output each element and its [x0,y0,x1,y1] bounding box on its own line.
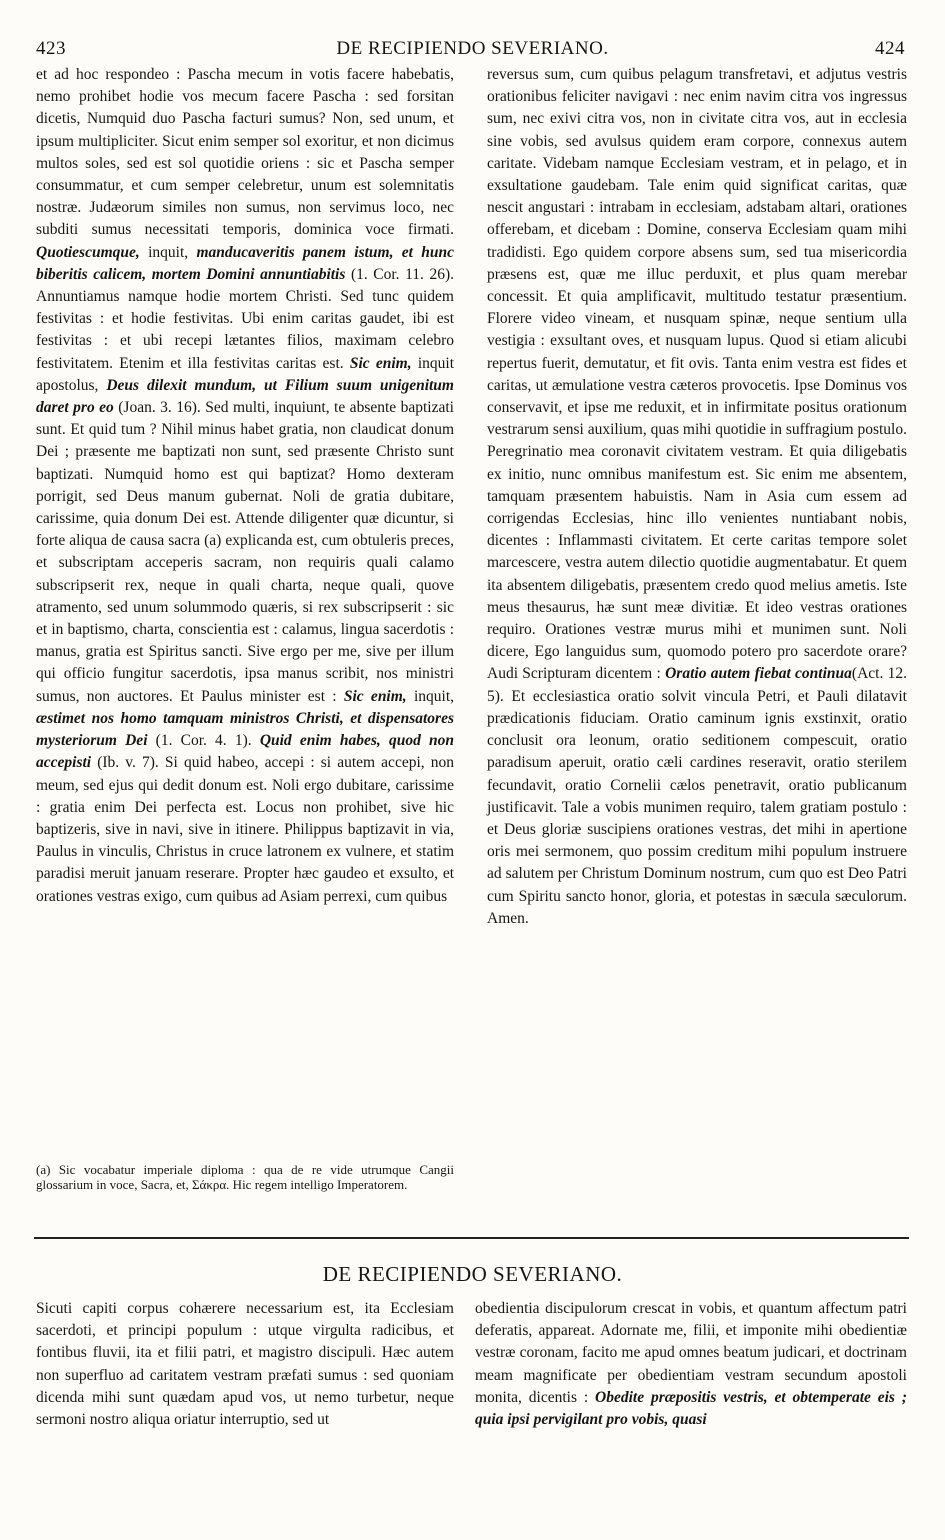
italic-run: æstimet nos homo tamquam ministros Christi, et dispensatores mysteriorum Dei [36,709,454,750]
section-title: DE RECIPIENDO SEVERIANO. [322,1262,623,1286]
top-left-column [36,64,454,908]
text-block [487,64,907,930]
text-run: (Act. 12. 5). Et ecclesiastica oratio solvit vincula Petri, et Pauli dilatavit prædicationis fiduciam. Oratio caminum ignis exstinxit, oratio conclusit ora leonum, oratio seditionem compescuit, oratio paradisum aperuit, oratio cæli cardines reseravit, oratio sterilem fecundavit, oratio Cornelii cælos penetravit, oratio publicanum justificavit. Tale a vobis munimen requiro, talem gratiam postulo : et Deus gloriæ suscipiens orationes vestras, det mihi in apertione oris mei sermonem, quo possim creditum mihi populum instruere ad salutem per Christum Dominum nostrum, cum quo est Deo Patri cum Spiritu sancto honor, gloria, et potestas in sæcula sæculorum. Amen. [487,665,907,927]
text-block [36,64,454,908]
text-run: et ad hoc respondeo : Pascha mecum in votis facere habebatis, nemo prohibet hodie vos mecum facere Pascha : sed forsitan dicetis, Numquid duo Pascha facturi sumus? Non, sed unum, et ipsum multipliciter. Sicut enim semper sol exoritur, et non dicimus multos soles, sed est sol quotidie oriens : sic et Pascha semper consummatur, et cum semper celebretur, unum est solemnitatis nostræ. Judæorum similes non sumus, non servimus loco, nec subditi sumus necessitati temporis, dominica voce firmati. [36,66,454,239]
italic-run: Sic enim, [343,687,407,705]
bottom-right-column [475,1298,907,1431]
text-run: (Ib. v. 7). Si quid habeo, accepi : si autem accepi, non meum, sed ejus qui dedit donum est. Noli ergo dubitare, carissime : gratia enim Dei perfecta est. Locus non prohibet, sive hic baptizeris, sive in navi, sive in itinere. Philippus baptizavit in via, Paulus in vinculis, Christus in cruce latronem ex vulnere, et statim paradisi meruit januam reserare. Propter hæc gaudeo et exsulto, et orationes vestras exigo, cum quibus ad Asiam perrexi, cum quibus [36,754,454,905]
text-run: (1. Cor. 4. 1). [147,732,260,750]
top-right-column [487,64,907,930]
bottom-left-column [36,1298,454,1431]
italic-run: Oratio autem fiebat continua [665,665,852,683]
footnote: (a) Sic vocabatur imperiale diploma : qua de re vide utrumque Cangii glossarium in voce, Sacra, et, Σάκρα. Hic regem intelligo Imperatorem. [36,1162,454,1192]
text-run: Sicuti capiti corpus cohærere necessarium est, ita Ecclesiam sacerdoti, et principi populum : utque virgulta radicibus, et fontibus fluvii, ita et filii patri, et magistro discipuli. Hæc autem non superfluo ad caritatem vestram præfati sumus : sed quoniam dicenda mihi sunt quædam apud vos, ut nemo turbetur, neque sermoni nostro aliqua oriatur interruptio, sed ut [36,1300,454,1429]
italic-run: manducaveritis panem istum, et hunc biberitis calicem, mortem Domini annuntiabitis [36,243,454,283]
page-number-right: 424 [875,38,905,59]
text-run: (Joan. 3. 16). Sed multi, inquiunt, te absente baptizati sunt. Et quid tum ? Nihil minus habet gratia, non claudicat donum Dei ; præsente me baptizati non sunt, sed præsente Christo sunt baptizati. Numquid homo est qui baptizat? Homo dexteram porrigit, sed Deus manum gubernat. Noli de gratia dubitare, carissime, quia donum Dei est. Attende diligenter quæ dicuntur, si forte aliqua de causa sacra (a) explicanda est, cum obtuleris preces, et subscriptam acceperis sacram, non requiris quali calamo subscripserit rex, neque in quali charta, neque quali, quove atramento, sed unum solummodo quæris, si rex subscripserit : sic et in baptismo, charta, conscientia est : calamus, lingua sacerdotis : manus, gratia est Spiritus sancti. Sive ergo per me, sive per illum qui officio fungitur sacerdotis, ipsa manus scribit, nos ministri sumus, non auctores. Et Paulus minister est : [36,399,454,705]
italic-run: Obedite præpositis vestris, et obtemperate eis ; quia ipsi pervigilant pro vobis, quasi [475,1388,907,1429]
text-block [36,1298,454,1431]
text-run: inquit, [139,243,197,261]
text-block [475,1298,907,1431]
italic-run: Deus dilexit mundum, ut Filium suum unigenitum daret pro eo [36,376,454,417]
italic-run: Sic enim, [349,354,412,372]
text-run: (1. Cor. 11. 26). Annuntiamus namque hodie mortem Christi. Sed tunc quidem festivitas : et hodie festivitas. Ubi enim caritas gaudet, ibi est festivitas : et ubi recepi lætantes filios, maximam celebro festivitatem. Etenim et illa festivitas caritas est. [36,265,454,372]
running-title: DE RECIPIENDO SEVERIANO. [336,38,609,59]
text-run: inquit, [406,687,455,705]
text-run: reversus sum, cum quibus pelagum transfretavi, et adjutus vestris orationibus feliciter navigavi : nec enim navim citra vos ingressus sum, nec exivi citra vos, non in civitate citra vos, aut in ecclesia sine vobis, sed avulsus quidem eram corpore, connexus autem caritate. Videbam namque Ecclesiam vestram, et in pelago, et in exsultatione gaudebam. Tale enim quid significat caritas, quæ nescit angustari : intrabam in ecclesiam, adstabam altari, orationes offerebam, et dicebam : Domine, conserva Ecclesiam quam mihi tradidisti. Ego quidem corpore absens sum, sed tua misericordia præsens est, quæ me illuc perduxit, et plus quam merebar concessit. Et quia amplificavit, multitudo testatur præsentium. Florere video vineam, et nusquam spinæ, neque sentium ulla vestigia : exsultant oves, et nusquam lupus. Quod si etiam alicubi repertus fuerit, demutatur, et fit ovis. Tanta enim vestra est fides et caritas, ut æmulatione vestra cæteros provocetis. Ipse Dominus vos conservavit, et ipse me reduxit, et in infirmitate positus orationum vestrarum sensi auxilium, quas mihi quotidie in suffragium postulo. Peregrinatio mea coronavit civitatem vestram. Et quia diligebatis ex initio, nunc omnibus manifestum est. Sic enim me absentem, tamquam præsentem habuistis. Nam in Asia cum essem ad corrigendas Ecclesias, hinc illo venientes nuntiabant nobis, dicentes : Inflammasti civitatem. Et certe caritas tempore solet marcescere, vestra autem dilectio quotidie augmentabatur. Et quem ita absentem diligebatis, præsentem credo quod melius ametis. Iste meus thesaurus, hæ sunt meæ divitiæ. Et ideo vestras orationes requiro. Orationes vestræ murus mihi et munimen sunt. Noli dicere, Ego languidus sum, quomodo potero pro sacerdote orare? Audi Scripturam dicentem : [487,66,907,683]
italic-run: Quid enim habes, quod non accepisti [36,732,454,772]
text-run: obedientia discipulorum crescat in vobis, et quantum affectum patri deferatis, appareat. Adornate me, filii, et imponite mihi obedientiæ vestræ coronam, facito me apud omnes beatum judicari, et doctrinam meam magnificate per obedientiam vestram secundum apostoli monita, dicentis : [475,1300,907,1406]
section-divider [34,1237,909,1239]
page-number-left: 423 [36,38,66,59]
running-header [0,38,945,62]
text-run: inquit apostolus, [36,354,454,394]
italic-run: Quotiescumque, [36,243,140,261]
